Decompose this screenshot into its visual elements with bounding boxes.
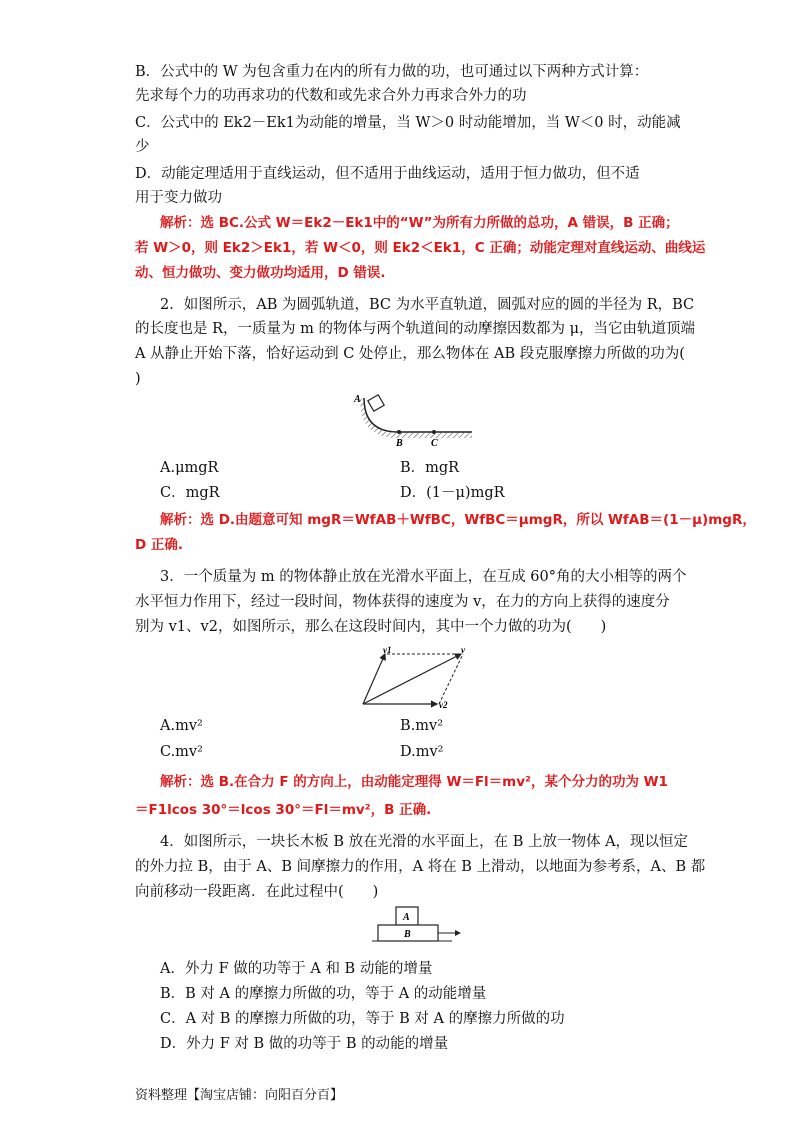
q4-stem-line2: 的外力拉 B，由于 A、B 间摩擦力的作用，A 将在 B 上滑动，以地面为参考系，A、B 都 (135, 859, 706, 875)
q3-fig-label-v: v (461, 645, 465, 655)
q3-stem-line2: 水平恒力作用下，经过一段时间，物体获得的速度为 v，在力的方向上获得的速度分 (135, 594, 670, 610)
q1-answer-line1: 解析：选 BC.公式 W＝Ek2－Ek1中的“W”为所有力所做的总功，A 错误，B 正确； (160, 215, 679, 231)
q2-stem-line2: 的长度也是 R，一质量为 m 的物体与两个轨道间的动摩擦因数都为 μ，当它由轨道顶端 (135, 321, 696, 337)
q2-option-d: D．(1－μ)mgR (400, 485, 505, 501)
q1-option-b-line2: 先求每个力的功再求功的代数和或先求合外力再求合外力的功 (135, 88, 527, 104)
q4-option-a: A．外力 F 做的功等于 A 和 B 动能的增量 (160, 961, 433, 977)
q3-option-b: B.mv² (400, 718, 444, 734)
q3-fig-label-v1: v1 (383, 645, 392, 655)
q1-option-b-line1: B．公式中的 W 为包含重力在内的所有力做的功，也可通过以下两种方式计算： (135, 64, 649, 80)
q3-option-c: C.mv² (160, 744, 203, 760)
q2-option-b: B．mgR (400, 460, 460, 476)
q3-answer-line1: 解析：选 B.在合力 F 的方向上，由动能定理得 W＝Fl＝mv²，某个分力的功为 W1 (160, 774, 668, 790)
q2-fig-label-a: A (354, 394, 361, 405)
q2-track-figure (350, 388, 480, 448)
q3-answer-line2: ＝F1lcos 30°＝lcos 30°＝Fl＝mv²，B 正确. (135, 802, 432, 818)
q4-blocks-figure (372, 905, 464, 947)
q2-option-a: A.μmgR (160, 460, 219, 476)
q4-option-d: D．外力 F 对 B 做的功等于 B 的动能的增量 (160, 1036, 449, 1052)
q4-fig-label-b: B (404, 929, 411, 940)
q4-stem-line1: 4．如图所示，一块长木板 B 放在光滑的水平面上，在 B 上放一物体 A，现以恒定 (160, 834, 689, 850)
q1-answer-line3: 动、恒力做功、变力做功均适用，D 错误. (135, 265, 386, 281)
q3-stem-line3: 别为 v1、v2，如图所示，那么在这段时间内，其中一个力做的功为( ) (135, 619, 607, 635)
q2-stem-line4: ) (135, 371, 141, 387)
q1-option-c-line2: 少 (135, 139, 150, 155)
q1-option-d-line1: D．动能定理适用于直线运动，但不适用于曲线运动，适用于恒力做功，但不适 (135, 166, 640, 182)
q2-fig-label-c: C (431, 438, 438, 448)
q4-fig-label-a: A (403, 912, 410, 923)
q3-fig-label-v2: v2 (439, 700, 448, 710)
q2-stem-line1: 2．如图所示，AB 为圆弧轨道，BC 为水平直轨道，圆弧对应的圆的半径为 R，BC (160, 297, 695, 313)
q2-stem-line3: A 从静止开始下落，恰好运动到 C 处停止，那么物体在 AB 段克服摩擦力所做的功为( (135, 346, 685, 362)
q4-stem-line3: 向前移动一段距离．在此过程中( ) (135, 884, 379, 900)
q3-velocity-figure (355, 644, 505, 712)
q4-option-b: B．B 对 A 的摩擦力所做的功，等于 A 的动能增量 (160, 986, 487, 1002)
q2-fig-label-b: B (396, 438, 403, 448)
q2-option-c: C．mgR (160, 485, 220, 501)
q3-stem-line1: 3．一个质量为 m 的物体静止放在光滑水平面上，在互成 60°角的大小相等的两个 (160, 569, 687, 585)
q1-option-c-line1: C．公式中的 Ek2－Ek1为动能的增量，当 W＞0 时动能增加，当 W＜0 时，动能减 (135, 115, 681, 131)
q1-answer-line2: 若 W＞0，则 Ek2＞Ek1，若 W＜0，则 Ek2＜Ek1，C 正确；动能定理对直线运动、曲线运 (135, 240, 706, 256)
q2-answer-line2: D 正确. (135, 537, 184, 553)
q4-option-c: C．A 对 B 的摩擦力所做的功，等于 B 对 A 的摩擦力所做的功 (160, 1011, 565, 1027)
q3-option-d: D.mv² (400, 744, 444, 760)
q1-option-d-line2: 用于变力做功 (135, 190, 222, 206)
q2-answer-line1: 解析：选 D.由题意可知 mgR＝WfAB＋WfBC，WfBC＝μmgR，所以 WfAB＝(1－μ)mgR， (160, 512, 756, 528)
q3-option-a: A.mv² (160, 718, 203, 734)
page-footer: 资料整理【淘宝店铺：向阳百分百】 (135, 1088, 344, 1103)
